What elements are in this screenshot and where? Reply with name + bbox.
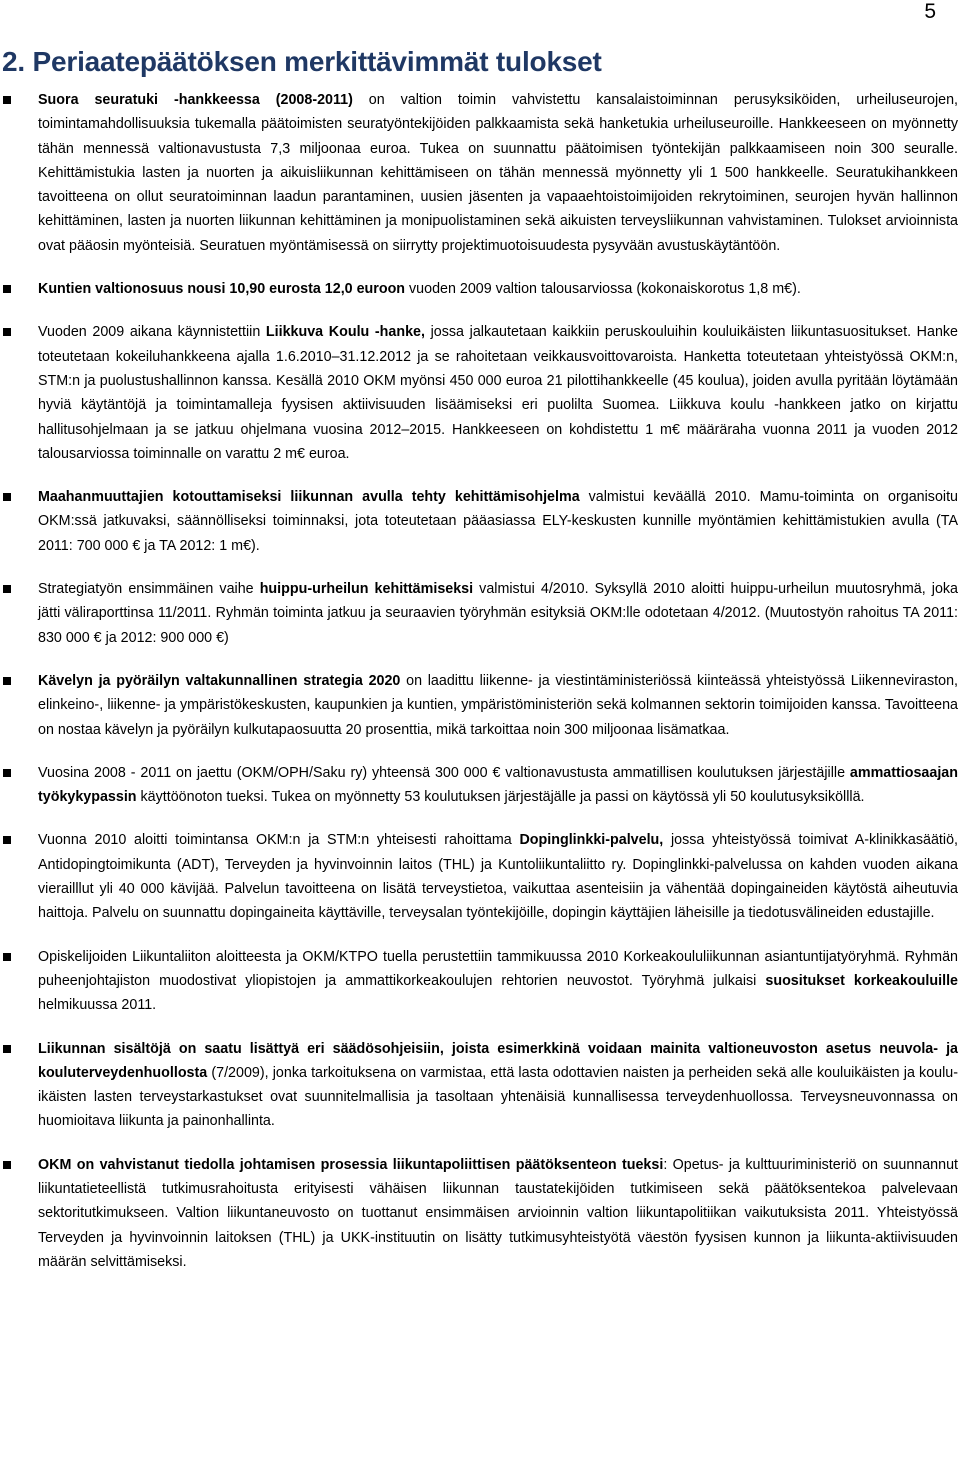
bullet-text <box>38 1041 958 1130</box>
bullet-item <box>0 88 960 258</box>
bullet-text <box>38 1157 958 1270</box>
bullet-bold-text: huippu-urheilun kehittämiseksi <box>259 581 474 598</box>
bullet-square-icon <box>3 836 11 844</box>
bullet-item <box>0 828 960 925</box>
bullet-plain-text: valmistui 4/2010. Syksyllä 2010 aloitti huippu-urheilun muutosryhmä, joka jätti väliraporttinsa 11/2011. Ryhmän toiminta jatkuu ja seuraavien työryhmän esityksiä OKM:lle odotetaan 4/2012. (Muutostyön rahoitus TA 2011: 830 000 € ja 2012: 900 000 €) <box>38 581 959 646</box>
bullet-plain-text: Vuonna 2010 aloitti toimintansa OKM:n ja STM:n yhteisesti rahoittama <box>38 832 520 849</box>
bullet-list <box>0 88 960 1293</box>
bullet-text <box>38 281 801 297</box>
bullet-bold-text: Kävelyn ja pyöräilyn valtakunnallinen strategia 2020 <box>38 672 401 689</box>
bullet-bold-text: Liikunnan sisältöjä on saatu lisättyä eri säädösohjeisiin, joista esimerkkinä voidaan mainita valtioneuvoston asetus neuvola- ja kouluterveydenhuollosta <box>38 1040 958 1081</box>
bullet-plain-text: Vuosina 2008 - 2011 on jaettu (OKM/OPH/Saku ry) yhteensä 300 000 € valtionavustusta ammatillisen koulutuksen järjestäjille <box>38 764 850 781</box>
bullet-square-icon <box>3 677 11 685</box>
bullet-square-icon <box>3 585 11 593</box>
bullet-bold-text: ammattiosaajan työkykypassin <box>38 764 958 806</box>
bullet-square-icon <box>3 953 11 961</box>
bullet-plain-text: vuoden 2009 valtion talousarviossa (kokonaiskorotus 1,8 m€). <box>405 281 801 298</box>
bullet-square-icon <box>3 285 11 293</box>
bullet-bold-text: OKM on vahvistanut tiedolla johtamisen prosessia liikuntapoliittisen päätöksenteon tueksi <box>38 1156 664 1173</box>
bullet-text <box>38 832 958 921</box>
bullet-square-icon <box>3 769 11 777</box>
bullet-item <box>0 577 960 650</box>
bullet-text <box>38 765 958 805</box>
bullet-item <box>0 320 960 466</box>
bullet-square-icon <box>3 328 11 336</box>
bullet-item <box>0 761 960 810</box>
bullet-bold-text: Liikkuva Koulu -hanke, <box>265 324 425 341</box>
bullet-plain-text: Vuoden 2009 aikana käynnistettiin <box>38 324 266 341</box>
section-title: 2. Periaatepäätöksen merkittävimmät tulokset <box>2 46 602 77</box>
bullet-square-icon <box>3 96 11 104</box>
bullet-bold-text: Maahanmuuttajien kotouttamiseksi liikunnan avulla tehty kehittämisohjelma <box>38 489 580 506</box>
bullet-plain-text: Opiskelijoiden Liikuntaliiton aloitteesta ja OKM/KTPO tuella perustettiin tammikuussa 2010 Korkeakoululiikunnan asiantuntijatyöryhmä. Ryhmän puheenjohtajiston muodostivat yliopistojen ja ammattikorkeakoulujen rehtorien neuvostot. Työryhmä julkaisi <box>38 948 958 989</box>
bullet-plain-text: (7/2009), jonka tarkoituksena on varmistaa, että lasta odottavien naisten ja perheiden sekä alle kouluikäisten ja koulu-ikäisten lasten terveystarkastukset ovat suunnitelmallisia ja tasoltaan yhtenäisiä kunnallisessa terveydenhuollossa. Terveysneuvonnassa on huomioitava liikunta ja painonhallinta. <box>38 1064 958 1130</box>
bullet-plain-text: jossa yhteistyössä toimivat A-klinikkasäätiö, Antidopingtoimikunta (ADT), Terveyden ja hyvinvoinnin laitos (THL) ja Kuntoliikuntaliitto ry. Dopinglinkki-palvelussa on kahden vuoden aikana vierailllut yli 40 000 kävijää. Palvelun tavoitteena on lisätä terveystietoa, vaikuttaa asenteisiin ja vähentää dopingaineiden käytöstä aiheutuvia haittoja. Palvelu on suunnattu dopingaineita käyttäville, terveysalan työntekijöille, dopingin käyttäjien läheisille ja tiedotusvälineiden edustajille. <box>38 832 958 922</box>
bullet-plain-text: on laadittu liikenne- ja viestintäministeriössä kiinteässä yhteistyössä Liikenneviraston, elinkeino-, liikenne- ja ympäristökeskusten, kaupunkien ja kuntien, ympäristöministeriön sekä kolmannen sektorin toimijoiden kanssa. Tavoitteena on nostaa kävelyn ja pyöräilyn kulkutapaosuutta 20 prosenttia, mikä tarkoittaa noin 300 miljoonaa lisämatkaa. <box>38 672 958 738</box>
bullet-item <box>0 277 960 301</box>
bullet-plain-text: : Opetus- ja kulttuuriministeriö on suunnannut liikuntatieteellistä tutkimusrahoitusta erityisesti vähäisen liikunnan taustatekijöiden tutkimiseen sekä päätöksentekoa palvelevaan sektoritutkimukseen. Valtion liikuntaneuvosto on tuottanut ensimmäisen arvioinnin valtion liikuntapolitiikan vaikutuksista 2011. Yhteistyössä Terveyden ja hyvinvoinnin laitoksen (THL) ja UKK-instituutin on lisätty tutkimusyhteistyötä väestön fyysisen kunnon ja liikunta-aktiivisuuden määrän selvittämiseksi. <box>38 1156 958 1270</box>
bullet-item <box>0 1037 960 1134</box>
bullet-text <box>38 489 958 554</box>
bullet-plain-text: käyttöönoton tueksi. Tukea on myönnetty 53 koulutuksen järjestäjälle ja passi on käytössä yli 50 koulutusyksikölllä. <box>136 789 865 806</box>
bullet-text <box>38 673 958 738</box>
bullet-item <box>0 1153 960 1274</box>
bullet-item <box>0 485 960 558</box>
bullet-square-icon <box>3 1045 11 1053</box>
bullet-plain-text: Strategiatyön ensimmäinen vaihe <box>38 581 260 598</box>
bullet-bold-text: Dopinglinkki-palvelu, <box>519 832 664 849</box>
bullet-bold-text: Suora seuratuki -hankkeessa (2008-2011) <box>38 92 353 108</box>
bullet-text <box>38 581 958 646</box>
bullet-plain-text: jossa jalkautetaan kaikkiin peruskouluihin kouluikäisten liikuntasuositukset. Hanke toteutetaan kokeiluhankkeena ajalla 1.6.2010–31.12.2012 ja se rahoitetaan veikkausvoittovaroista. Hanketta toteutetaan yhteistyössä OKM:n, STM:n ja puolustushallinnon kanssa. Kesällä 2010 OKM myönsi 450 000 euroa 21 pilottihankkeelle (45 koulua), joiden avulla pyritään löytämään hyviä käytäntöjä ja toimintamalleja fyysisen aktiivisuuden lisäämiseksi eri puolilta Suomea. Liikkuva koulu -hankkeen jatko on kirjattu hallitusohjelmaan ja se jatkuu ohjelmana vuosina 2012–2015. Hankkeeseen on kohdistettu 1 m€ määräraha vuonna 2011 ja vuoden 2012 talousarviossa toiminnalle on varattu 2 m€ euroa. <box>38 324 959 462</box>
bullet-bold-text: Kuntien valtionosuus nousi 10,90 eurosta 12,0 euroon <box>38 281 406 298</box>
bullet-square-icon <box>3 493 11 501</box>
bullet-plain-text: helmikuussa 2011. <box>38 997 157 1014</box>
bullet-text <box>38 92 958 254</box>
bullet-item <box>0 669 960 742</box>
bullet-square-icon <box>3 1161 11 1169</box>
bullet-plain-text: on valtion toimin vahvistettu kansalaistoiminnan perusyksiköiden, urheiluseurojen, toimintamahdollisuuksia tukemalla päätoimisten seuratyöntekijöiden palkkaamista sekä hanketukia urheiluseuroille. Hankkeeseen on myönnetty tähän mennessä valtionavustusta 7,3 miljoonaa euroa. Tukea on suunnattu päätoimisen työntekijän palkkaamiseen noin 300 seuralle. Kehittämistukia lasten ja nuorten ja aikuisliikunnan kehittämiseen on tähän mennessä myönnetty yli 1 500 hankkeelle. Seuratukihankkeen tavoitteena on ollut seuratoiminnan laadun parantaminen, uusien jäsenten ja vapaaehtoistoimijoiden rekrytoiminen, seurojen hyvän hallinnon kehittäminen, lasten ja nuorten liikunnan kehittäminen ja monipuolistaminen sekä aikuisten terveysliikunnan vahvistaminen. Tulokset arvioinnista ovat pääosin myönteisiä. Seuratuen myöntämisessä on siirrytty projektimuotoisuudesta pysyvään avustuskäytäntöön. <box>38 92 958 254</box>
bullet-item <box>0 945 960 1018</box>
bullet-text <box>38 949 958 1014</box>
bullet-bold-text: suositukset korkeakouluille <box>765 972 958 989</box>
page-number: 5 <box>924 0 936 23</box>
bullet-plain-text: valmistui keväällä 2010. Mamu-toiminta on organisoitu OKM:ssä jatkuvaksi, säännölliseksi toiminnaksi, jota toteutetaan pääasiassa ELY-keskusten kunnille myöntämien kehittämistukien avulla (TA 2011: 700 000 € ja TA 2012: 1 m€). <box>38 489 958 554</box>
bullet-text <box>38 324 958 461</box>
